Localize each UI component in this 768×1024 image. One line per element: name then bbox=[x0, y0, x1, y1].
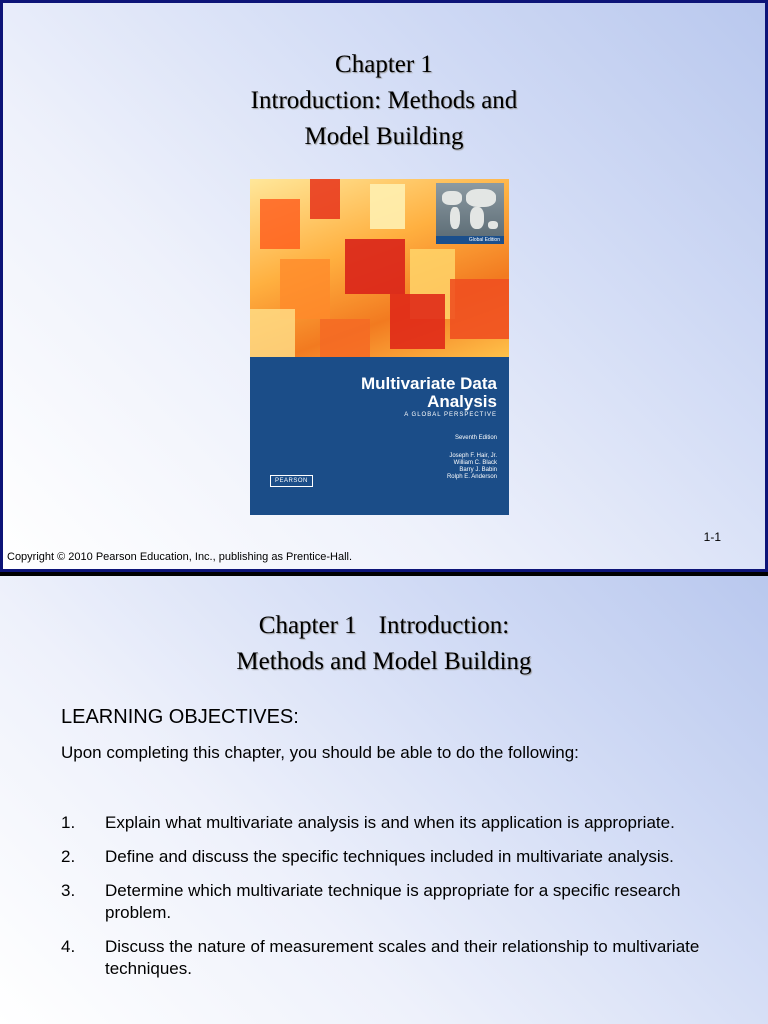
author-1: Joseph F. Hair, Jr. bbox=[449, 453, 497, 459]
cover-title-line-2: Analysis bbox=[427, 392, 497, 411]
slide-1-title bbox=[3, 47, 765, 155]
chapter-title-part: Introduction: bbox=[378, 612, 510, 639]
slide-2 bbox=[0, 576, 768, 1024]
title-line-1 bbox=[0, 608, 768, 644]
cover-subtitle: A GLOBAL PERSPECTIVE bbox=[404, 412, 497, 418]
objectives-intro: Upon completing this chapter, you should be able to do the following: bbox=[61, 743, 579, 762]
item-text: Discuss the nature of measurement scales and their relationship to multivariate techniques. bbox=[105, 937, 700, 978]
slide-2-title bbox=[0, 608, 768, 680]
author-3: Barry J. Babin bbox=[459, 467, 497, 473]
title-line-2: Introduction: Methods and bbox=[250, 87, 518, 114]
world-map-thumbnail bbox=[436, 183, 504, 238]
chapter-label: Chapter 1 bbox=[258, 612, 357, 639]
objectives-list bbox=[61, 812, 701, 992]
cover-authors bbox=[447, 453, 497, 481]
pearson-logo: PEARSON bbox=[270, 475, 313, 487]
title-line-2: Methods and Model Building bbox=[236, 648, 532, 675]
list-item bbox=[61, 846, 701, 868]
item-text: Determine which multivariate technique is appropriate for a specific research problem. bbox=[105, 881, 681, 922]
book-cover-image bbox=[250, 179, 509, 515]
title-line-3: Model Building bbox=[304, 123, 464, 150]
item-number: 4. bbox=[61, 937, 76, 956]
cover-title-line-1: Multivariate Data bbox=[360, 374, 497, 393]
item-text: Explain what multivariate analysis is and when its application is appropriate. bbox=[105, 813, 675, 832]
copyright-notice: Copyright © 2010 Pearson Education, Inc., publishing as Prentice-Hall. bbox=[7, 551, 353, 563]
item-text: Define and discuss the specific techniques included in multivariate analysis. bbox=[105, 847, 674, 866]
author-4: Rolph E. Anderson bbox=[446, 474, 497, 480]
item-number: 1. bbox=[61, 813, 76, 832]
page-number: 1-1 bbox=[703, 530, 721, 544]
list-item bbox=[61, 812, 701, 834]
list-item bbox=[61, 880, 701, 924]
cover-title-panel bbox=[250, 357, 509, 515]
global-edition-badge: Global Edition bbox=[436, 236, 504, 244]
list-item bbox=[61, 936, 701, 980]
author-2: William C. Black bbox=[453, 460, 497, 466]
cover-artwork bbox=[250, 179, 509, 357]
cover-title bbox=[361, 375, 497, 411]
learning-objectives-heading: LEARNING OBJECTIVES: bbox=[61, 706, 299, 728]
cover-edition: Seventh Edition bbox=[454, 435, 497, 441]
item-number: 3. bbox=[61, 881, 76, 900]
item-number: 2. bbox=[61, 847, 76, 866]
title-line-1: Chapter 1 bbox=[335, 51, 433, 78]
